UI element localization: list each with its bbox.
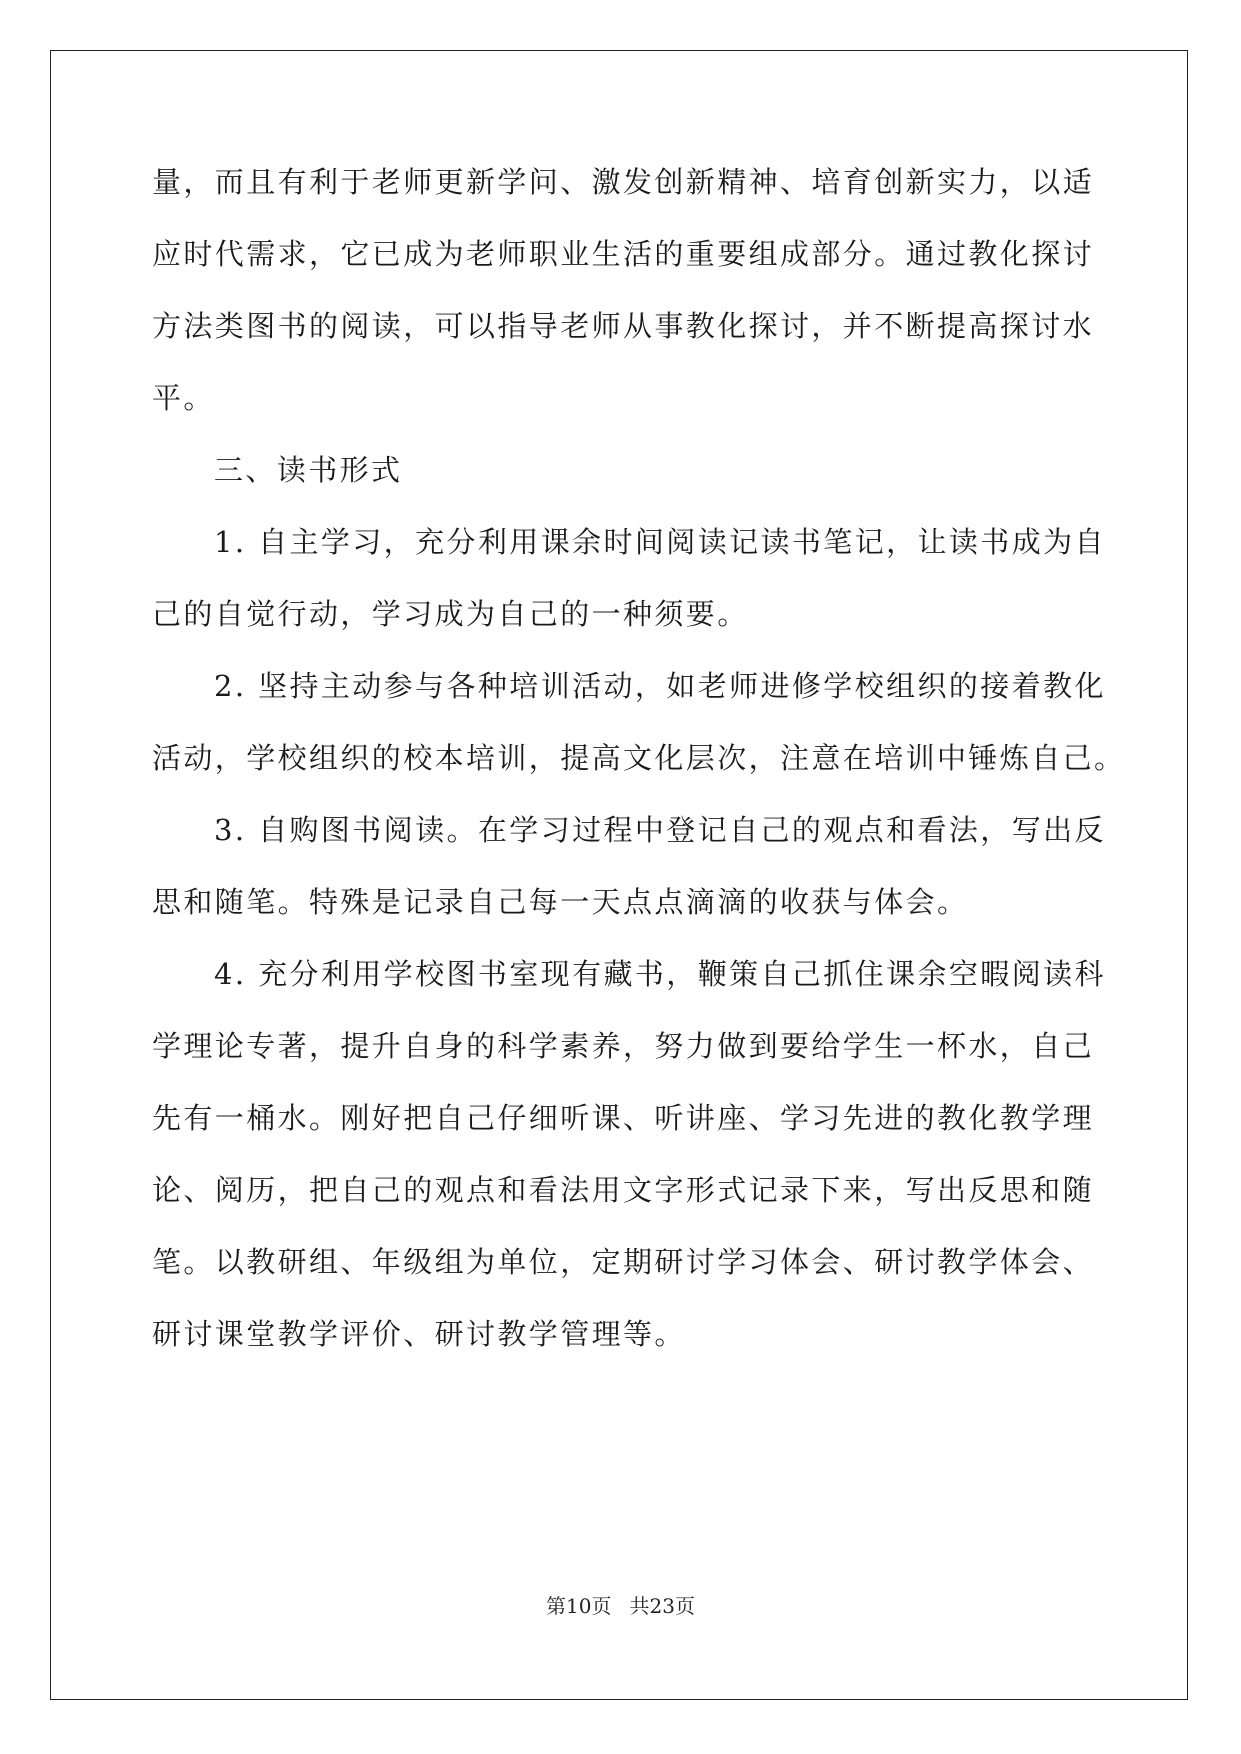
text-line: 学理论专著，提升自身的科学素养，努力做到要给学生一杯水，自己 (152, 1029, 1095, 1063)
text-line: 方法类图书的阅读，可以指导老师从事教化探讨，并不断提高探讨水 (152, 309, 1095, 343)
text-line: 笔。以教研组、年级组为单位，定期研讨学习体会、研讨教学体会、 (152, 1245, 1095, 1279)
text-line: 2. 坚持主动参与各种培训活动，如老师进修学校组织的接着教化 (214, 669, 1106, 703)
page-frame (50, 50, 1188, 1700)
text-line: 应时代需求，它已成为老师职业生活的重要组成部分。通过教化探讨 (152, 237, 1095, 271)
text-line: 活动，学校组织的校本培训，提高文化层次，注意在培训中锤炼自己。 (152, 741, 1126, 775)
text-line: 论、阅历，把自己的观点和看法用文字形式记录下来，写出反思和随 (152, 1173, 1095, 1207)
page-number: 第10页 (546, 1594, 612, 1618)
section-heading: 三、读书形式 (214, 453, 403, 487)
page-footer (0, 1594, 1241, 1618)
page-total: 共23页 (629, 1594, 695, 1618)
text-line: 先有一桶水。刚好把自己仔细听课、听讲座、学习先进的教化教学理 (152, 1101, 1095, 1135)
text-line: 己的自觉行动，学习成为自己的一种须要。 (152, 597, 749, 631)
text-line: 平。 (152, 381, 215, 415)
text-line: 1. 自主学习，充分利用课余时间阅读记读书笔记，让读书成为自 (214, 525, 1106, 559)
text-line: 思和随笔。特殊是记录自己每一天点点滴滴的收获与体会。 (152, 885, 969, 919)
text-line: 量，而且有利于老师更新学问、激发创新精神、培育创新实力，以适 (152, 165, 1095, 199)
text-line: 4. 充分利用学校图书室现有藏书，鞭策自己抓住课余空暇阅读科 (214, 957, 1106, 991)
text-line: 研讨课堂教学评价、研讨教学管理等。 (152, 1317, 686, 1351)
text-line: 3. 自购图书阅读。在学习过程中登记自己的观点和看法，写出反 (214, 813, 1106, 847)
